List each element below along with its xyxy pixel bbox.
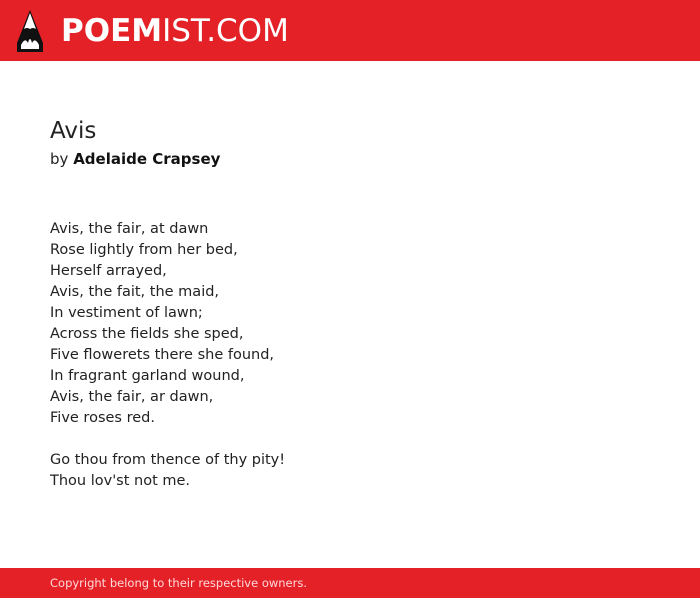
poem-line: Thou lov'st not me. — [50, 473, 191, 489]
poem-line: In vestiment of lawn; — [50, 305, 203, 321]
poem-body — [50, 219, 650, 513]
poem-line: Rose lightly from her bed, — [50, 242, 238, 258]
byline-prefix: by — [50, 150, 69, 168]
site-logo[interactable] — [61, 12, 289, 50]
stanza-1 — [50, 219, 650, 429]
poem-line: Avis, the fair, ar dawn, — [50, 389, 214, 405]
stanza-2 — [50, 450, 650, 492]
poem-byline — [50, 148, 220, 170]
logo-text-bold: POEM — [61, 13, 163, 49]
poem-title: Avis — [50, 118, 97, 144]
copyright-notice: Copyright belong to their respective owners. — [50, 576, 308, 590]
poem-line: Avis, the fait, the maid, — [50, 284, 220, 300]
pencil-tip-icon[interactable] — [16, 9, 44, 53]
logo-text-light: IST.COM — [162, 13, 289, 49]
poem-line: In fragrant garland wound, — [50, 368, 245, 384]
site-header — [0, 0, 700, 61]
site-footer — [0, 568, 700, 598]
poem-line: Five roses red. — [50, 410, 155, 426]
poem-line: Across the fields she sped, — [50, 326, 244, 342]
poem-line: Avis, the fair, at dawn — [50, 221, 209, 237]
poem-line: Go thou from thence of thy pity! — [50, 452, 286, 468]
poem-line: Five flowerets there she found, — [50, 347, 275, 363]
poem-line: Herself arrayed, — [50, 263, 167, 279]
author-name[interactable]: Adelaide Crapsey — [73, 150, 221, 168]
